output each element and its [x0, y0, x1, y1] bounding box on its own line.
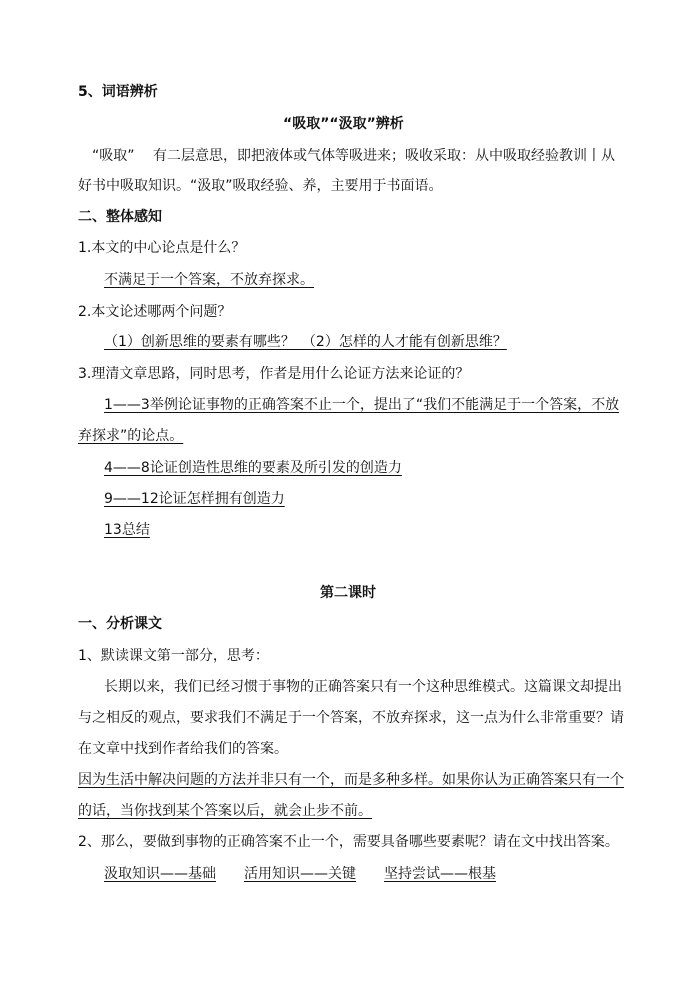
part2-answer-3-item-2: 4——8论证创造性思维的要素及所引发的创造力 — [104, 460, 402, 476]
section5-heading: 5、词语辨析 — [78, 84, 158, 100]
vocab-title: “吸取”“汲取”辨析 — [283, 116, 404, 132]
part2-answer-1: 不满足于一个答案，不放弃探求。 — [104, 272, 314, 288]
lesson2-heading: 一、分析课文 — [78, 616, 162, 632]
lesson2-answer-1-line-2: 的话，当你找到某个答案以后，就会止步不前。 — [78, 803, 372, 819]
lesson2-answer-2-item-2: 活用知识——关键 — [244, 866, 356, 882]
lesson2-question-1: 1、默读课文第一部分，思考： — [78, 648, 269, 664]
part2-answer-2: （1）创新思维的要素有哪些？ （2）怎样的人才能有创新思维？ — [104, 334, 507, 350]
vocab-line-1: “吸取” 有二层意思，即把液体或气体等吸进来；吸收采取：从中吸取经验教训丨从 — [92, 148, 615, 164]
part2-question-2: 2.本文论述哪两个问题？ — [78, 304, 232, 320]
part2-answer-3-line-1: 1——3举例论证事物的正确答案不止一个，提出了“我们不能满足于一个答案，不放 — [104, 397, 620, 413]
part2-answer-3-line-2: 弃探求”的论点。 — [78, 428, 184, 444]
lesson2-paragraph-line-3: 在文章中找到作者给我们的答案。 — [78, 741, 288, 757]
part2-question-1: 1.本文的中心论点是什么？ — [78, 240, 246, 256]
part2-answer-3-item-3: 9——12论证怎样拥有创造力 — [104, 491, 285, 507]
part2-heading: 二、整体感知 — [78, 209, 162, 225]
lesson2-paragraph-line-2: 与之相反的观点，要求我们不满足于一个答案，不放弃探求，这一点为什么非常重要？请 — [78, 710, 624, 726]
part2-question-3: 3.理清文章思路，同时思考，作者是用什么论证方法来论证的？ — [78, 366, 470, 382]
part2-answer-3-item-4: 13总结 — [104, 522, 150, 538]
lesson2-answer-2-item-1: 汲取知识——基础 — [104, 866, 216, 882]
vocab-line-2: 好书中吸取知识。“汲取”吸取经验、养，主要用于书面语。 — [78, 178, 443, 194]
lesson2-answer-1-line-1: 因为生活中解决问题的方法并非只有一个，而是多种多样。如果你认为正确答案只有一个 — [78, 772, 624, 788]
lesson2-title: 第二课时 — [320, 585, 376, 601]
lesson2-paragraph-line-1: 长期以来，我们已经习惯于事物的正确答案只有一个这种思维模式。这篇课文却提出 — [104, 679, 622, 695]
lesson2-answer-2-item-3: 坚持尝试——根基 — [384, 866, 496, 882]
lesson2-question-2: 2、那么，要做到事物的正确答案不止一个，需要具备哪些要素呢？请在文中找出答案。 — [78, 834, 619, 850]
